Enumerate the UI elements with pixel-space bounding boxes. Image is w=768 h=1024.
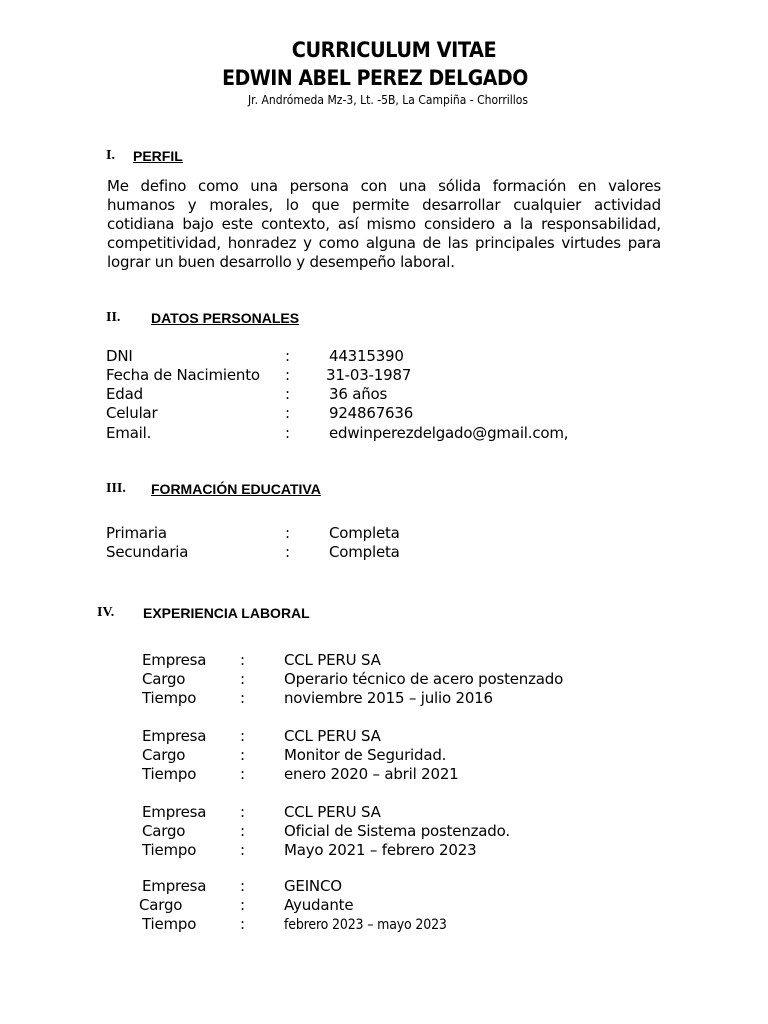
job-separator: : xyxy=(240,727,245,745)
job-period: Mayo 2021 – febrero 2023 xyxy=(284,841,477,859)
job-label-company: Empresa xyxy=(142,651,207,669)
personal-value-age: 36 años xyxy=(329,385,388,403)
job-company: GEINCO xyxy=(284,877,342,895)
job-separator: : xyxy=(240,765,245,783)
job-period: febrero 2023 – mayo 2023 xyxy=(284,917,447,933)
job-separator: : xyxy=(240,670,245,688)
personal-separator: : xyxy=(285,366,290,384)
education-value-secondary: Completa xyxy=(329,543,400,561)
job-role: Operario técnico de acero postenzado xyxy=(284,670,564,688)
education-label-primary: Primaria xyxy=(106,524,167,542)
job-role: Oficial de Sistema postenzado. xyxy=(284,822,510,840)
job-label-role: Cargo xyxy=(142,670,186,688)
job-role: Ayudante xyxy=(284,896,354,914)
job-label-role: Cargo xyxy=(142,746,186,764)
personal-label-phone: Celular xyxy=(106,404,158,422)
job-label-role: Cargo xyxy=(139,896,183,914)
education-label-secondary: Secundaria xyxy=(106,543,189,561)
section-number-profile: I. xyxy=(106,148,115,163)
job-separator: : xyxy=(240,822,245,840)
education-separator: : xyxy=(285,543,290,561)
personal-separator: : xyxy=(285,424,290,442)
job-separator: : xyxy=(240,689,245,707)
personal-value-birthdate: 31-03-1987 xyxy=(326,366,412,384)
education-value-primary: Completa xyxy=(329,524,400,542)
job-period: enero 2020 – abril 2021 xyxy=(284,765,459,783)
personal-label-birthdate: Fecha de Nacimiento xyxy=(106,366,260,384)
address: Jr. Andrómeda Mz-3, Lt. -5B, La Campiña - Chorrillos xyxy=(247,93,529,107)
job-separator: : xyxy=(240,841,245,859)
job-label-period: Tiempo xyxy=(142,689,197,707)
section-title-profile: PERFIL xyxy=(133,148,183,164)
job-label-period: Tiempo xyxy=(142,915,197,933)
job-separator: : xyxy=(240,803,245,821)
personal-value-email: edwinperezdelgado@gmail.com, xyxy=(329,424,569,442)
section-title-experience: EXPERIENCIA LABORAL xyxy=(143,605,310,621)
personal-separator: : xyxy=(285,404,290,422)
job-separator: : xyxy=(240,746,245,764)
personal-label-email: Email. xyxy=(106,424,152,442)
person-name: EDWIN ABEL PEREZ DELGADO xyxy=(222,66,528,90)
section-title-personal: DATOS PERSONALES xyxy=(151,310,300,326)
job-separator: : xyxy=(240,896,245,914)
personal-value-phone: 924867636 xyxy=(329,404,414,422)
job-company: CCL PERU SA xyxy=(284,651,381,669)
job-label-company: Empresa xyxy=(142,727,207,745)
section-number-education: III. xyxy=(106,481,126,496)
job-label-role: Cargo xyxy=(142,822,186,840)
personal-separator: : xyxy=(285,347,290,365)
job-label-company: Empresa xyxy=(142,803,207,821)
section-number-personal: II. xyxy=(106,310,121,325)
job-label-company: Empresa xyxy=(142,877,207,895)
job-separator: : xyxy=(240,651,245,669)
profile-paragraph: Me defino como una persona con una sólida formación en valores humanos y morales, lo que permite desarrollar cualquier actividad cotidiana bajo este contexto, así mismo considero a la responsabilidad, competitividad, honradez y como alguna de las principales virtudes para lograr un buen desarrollo y desempeño laboral. xyxy=(107,177,661,271)
job-role: Monitor de Seguridad. xyxy=(284,746,447,764)
section-number-experience: IV. xyxy=(97,605,115,620)
job-separator: : xyxy=(240,877,245,895)
education-separator: : xyxy=(285,524,290,542)
personal-value-dni: 44315390 xyxy=(329,347,404,365)
job-label-period: Tiempo xyxy=(142,765,197,783)
document-title: CURRICULUM VITAE xyxy=(291,38,497,62)
personal-label-dni: DNI xyxy=(106,347,133,365)
section-title-education: FORMACIÓN EDUCATIVA xyxy=(151,481,321,497)
personal-label-age: Edad xyxy=(106,385,143,403)
job-company: CCL PERU SA xyxy=(284,803,381,821)
personal-separator: : xyxy=(285,385,290,403)
job-separator: : xyxy=(240,915,245,933)
job-company: CCL PERU SA xyxy=(284,727,381,745)
job-label-period: Tiempo xyxy=(142,841,197,859)
job-period: noviembre 2015 – julio 2016 xyxy=(284,689,493,707)
